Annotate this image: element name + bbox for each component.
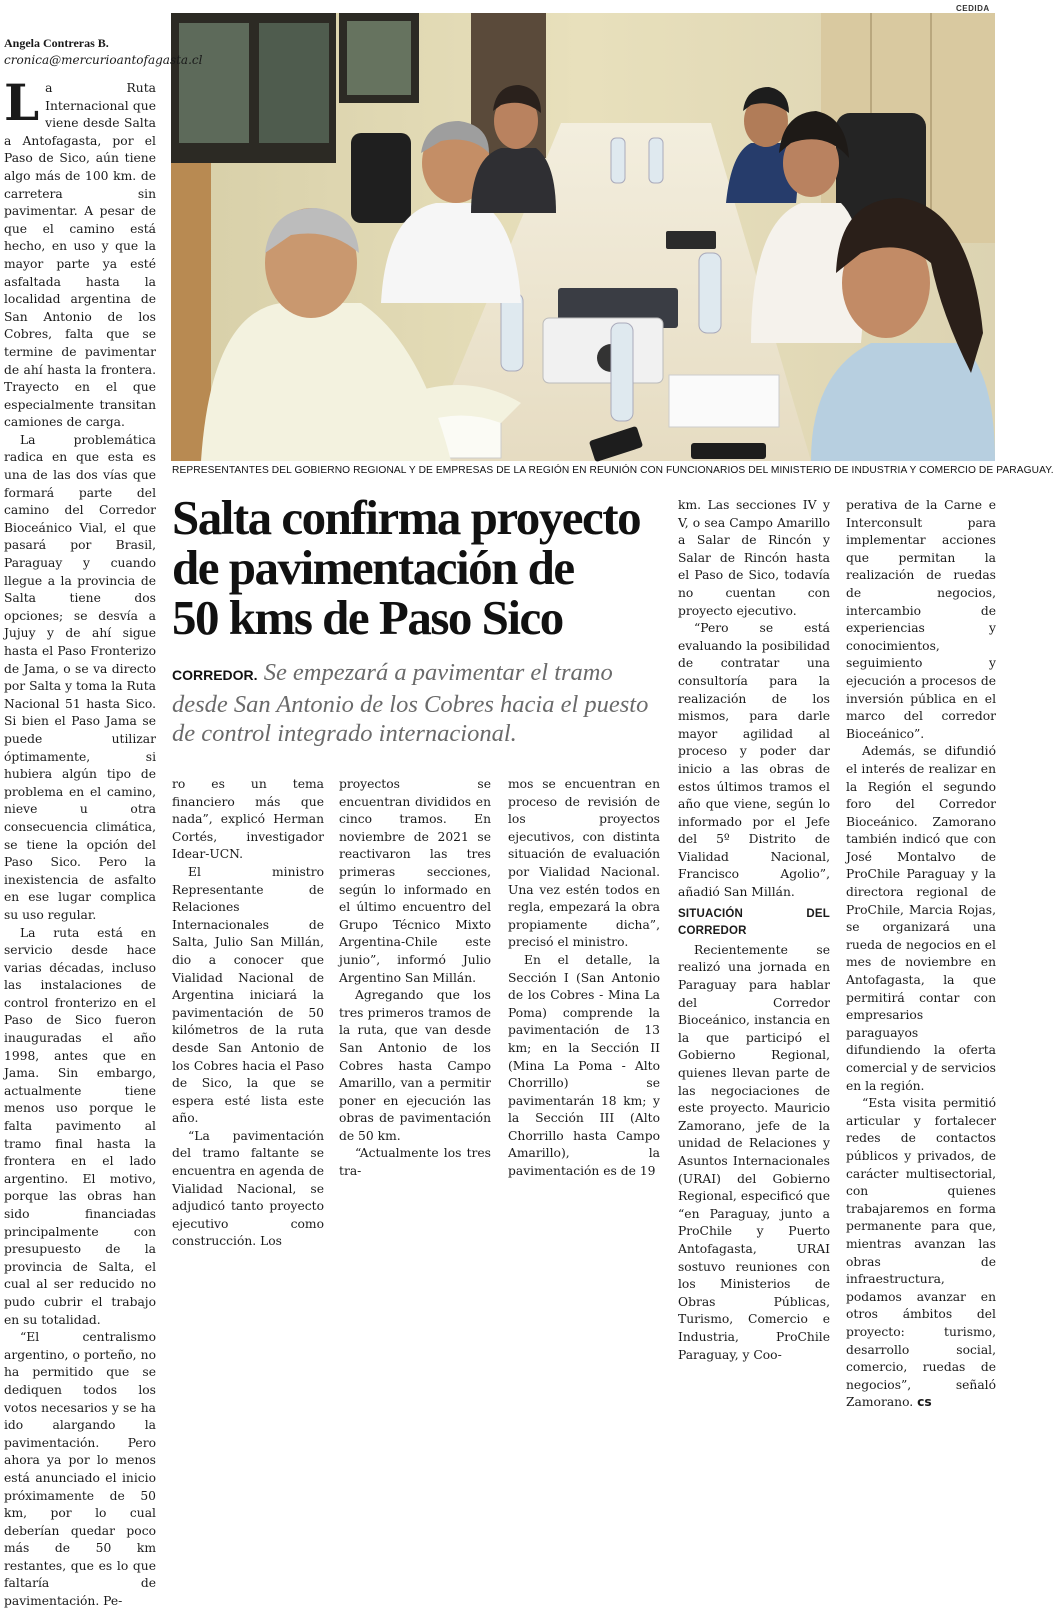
headline xyxy=(172,490,672,645)
paragraph: “Pero se está evaluando la posibilidad de contratar una consultoría para la realización de los mismos, para darle mayor agilidad al proceso y poder dar inicio a las obras de estos últimos tramos el año que viene, según lo informado por el Jefe del 5º Distrito de Vialidad Nacional, Francisco Agolio”, añadió San Millán. xyxy=(678,621,830,900)
deck xyxy=(172,658,652,748)
byline-author: Angela Contreras B. xyxy=(4,36,109,50)
paragraph: “El centralismo argentino, o porteño, no ha permitido que se dediquen todos los votos necesarios y se ha ido alargando la pavimentación. Pero ahora ya por lo menos está anunciado el inicio próximamente de 50 km, por lo cual deberían quedar poco más de 50 km restantes, que es lo que faltaría de pavimentación. Pe- xyxy=(4,1330,156,1609)
section-subhead: SITUACIÓN DEL CORREDOR xyxy=(678,907,830,938)
paragraph-text: “Esta visita permitió articular y fortalecer redes de contactos públicos y privados, de carácter multisectorial, con quienes trabajaremos en forma permanente para que, mientras avanzan las obras de infraestructura, podamos avanzar en otros ámbitos del proyecto: turismo, desarrollo social, comercio, ruedas de negocios”, señaló Zamorano. xyxy=(846,1096,996,1410)
paragraph: Agregando que los tres primeros tramos de la ruta, que van desde San Antonio de los Cobres hasta Campo Amarillo, van a permitir poner en ejecución las obras de pavimentación de 50 km. xyxy=(339,988,491,1143)
paragraph: ro es un tema financiero más que nada”, explicó Herman Cortés, investigador Idear-UCN. xyxy=(172,777,324,862)
byline-email: cronica@mercurioantofagasta.cl xyxy=(4,53,203,67)
paragraph: perativa de la Carne e Interconsult para implementar acciones que permitan la realización de ruedas de negocios, intercambio de experiencias y conocimientos, seguimiento y ejecución a procesos de inversión pública en el marco del corredor Bioceánico”. xyxy=(846,498,996,741)
photo-credit: CEDIDA xyxy=(956,4,990,13)
article-column-5 xyxy=(678,497,830,1362)
paragraph: km. Las secciones IV y V, o sea Campo Amarillo a Salar de Rincón y Salar de Rincón hasta el Paso de Sico, todavía no cuentan con proyecto ejecutivo. xyxy=(678,498,830,618)
paragraph: La ruta está en servicio desde hace varias décadas, incluso las instalaciones de control fronterizo en el Paso de Sico fueron inauguradas el año 1998, antes que en Jama. Sin embargo, actualmente tiene menos uso porque le falta pavimento al tramo final hasta la frontera en el lado argentino. El motivo, porque las obras han sido financiadas principalmente con presupuesto de la provincia de Salta, el cual al ser reducido no pudo cubrir el trabajo en su totalidad. xyxy=(4,925,156,1327)
paragraph: “Actualmente los tres tra- xyxy=(339,1146,491,1179)
paragraph: El ministro Representante de Relaciones Internacionales de Salta, Julio San Millán, dio a conocer que Vialidad Nacional de Argentina iniciará la pavimentación de 50 kilómetros de la ruta desde San Antonio de los Cobres hacia el Paso de Sico, la que se espera esté lista este año. xyxy=(172,864,324,1126)
article-column-1 xyxy=(4,73,156,1609)
paragraph: Además, se difundió el interés de realizar en la Región el segundo foro del Corredor Bioceánico. Zamorano también indicó que con José Montalvo de ProChile Paraguay y la directora regional de ProChile, Marcia Rojas, se organizará una rueda de negocios en el mes de noviembre en Antofagasta, la que permitirá contar con empresarios paraguayos difundiendo la oferta comercial y de servicios en la región. xyxy=(846,744,996,1093)
article-column-4 xyxy=(508,776,660,1179)
article-column-2 xyxy=(172,776,324,1249)
deck-kicker: CORREDOR. xyxy=(172,667,258,683)
paragraph: proyectos se encuentran divididos en cinco tramos. En noviembre de 2021 se reactivaron las tres primeras secciones, según lo informado en el último encuentro del Grupo Técnico Mixto Argentina-Chile este junio”, informó Julio Argentino San Millán. xyxy=(339,777,491,985)
photo-caption: REPRESENTANTES DEL GOBIERNO REGIONAL Y DE EMPRESAS DE LA REGIÓN EN REUNIÓN CON FUNCIONARIOS DEL MINISTERIO DE INDUSTRIA Y COMERCIO DE PARAGUAY. xyxy=(172,465,1054,476)
headline-line: de pavimentación de xyxy=(172,540,574,595)
end-mark: cs xyxy=(917,1395,932,1410)
paragraph-text: a Ruta Internacional que viene desde Salta a Antofagasta, por el Paso de Sico, aún tiene algo más de 100 km. de carretera sin pavimentar. A pesar de que el camino está hecho, en uso y que la mayor parte ya esté asfaltada hasta la localidad argentina de San Antonio de los Cobres, falta que se termine de pavimentar de ahí hasta la frontera. Trayecto en el que especialmente transitan camiones de carga. xyxy=(4,81,156,430)
deck-text: Se empezará a pavimentar el tramo desde San Antonio de los Cobres hacia el puesto de control integrado internacional. xyxy=(172,659,649,747)
paragraph: Recientemente se realizó una jornada en Paraguay para hablar del Corredor Bioceánico, instancia en la que participó el Gobierno Regional, quienes llevan parte de las negociaciones de este proyecto. Mauricio Zamorano, jefe de la unidad de Relaciones y Asuntos Internacionales (URAI) del Gobierno Regional, especificó que “en Paraguay, junto a ProChile y Puerto Antofagasta, URAI sostuvo reuniones con los Ministerios de Obras Públicas, Turismo, Comercio e Industria, ProChile Paraguay, y Coo- xyxy=(678,942,830,1362)
headline-line: 50 kms de Paso Sico xyxy=(172,590,563,645)
paragraph: La problemática radica en que esta es una de las dos vías que formará parte del camino del Corredor Bioceánico Vial, el que pasará por Brasil, Paraguay y cuando llegue a la provincia de Salta tiene dos opciones; se desvía a Jujuy y de ahí sigue hasta el Paso Fronterizo de Jama, o se va directo por Salta y toma la Ruta Nacional 51 hasta Sico. Si bien el Paso Jama se puede utilizar óptimamente, si hubiera algún tipo de problema en el camino, nieve u otra consecuencia climática, se tiene la opción del Paso Sico. Pero la inexistencia de asfalto en ese lugar complica su uso regular. xyxy=(4,432,156,922)
paragraph xyxy=(846,1095,996,1412)
paragraph: mos se encuentran en proceso de revisión de los proyectos ejecutivos, con distinta situación de evaluación por Vialidad Nacional. Una vez estén todos en regla, empezará la obra propiamente dicha”, precisó el ministro. xyxy=(508,777,660,950)
paragraph: En el detalle, la Sección I (San Antonio de los Cobres - Mina La Poma) comprende la pavimentación de 13 km; en la Sección II (Mina La Poma - Alto Chorrillo) se pavimentarán 18 km; y la Sección III (Alto Chorrillo hasta Campo Amarillo), la pavimentación es de 19 xyxy=(508,952,660,1179)
meeting-photo xyxy=(171,13,995,461)
article-column-6 xyxy=(846,497,996,1410)
paragraph xyxy=(4,73,156,432)
drop-cap: L xyxy=(4,73,40,132)
headline-line: Salta confirma proyecto xyxy=(172,490,641,545)
article-column-3 xyxy=(339,776,491,1179)
paragraph: “La pavimentación del tramo faltante se encuentra en agenda de Vialidad Nacional, se adjudicó tanto proyecto ejecutivo como construcción. Los xyxy=(172,1128,324,1249)
